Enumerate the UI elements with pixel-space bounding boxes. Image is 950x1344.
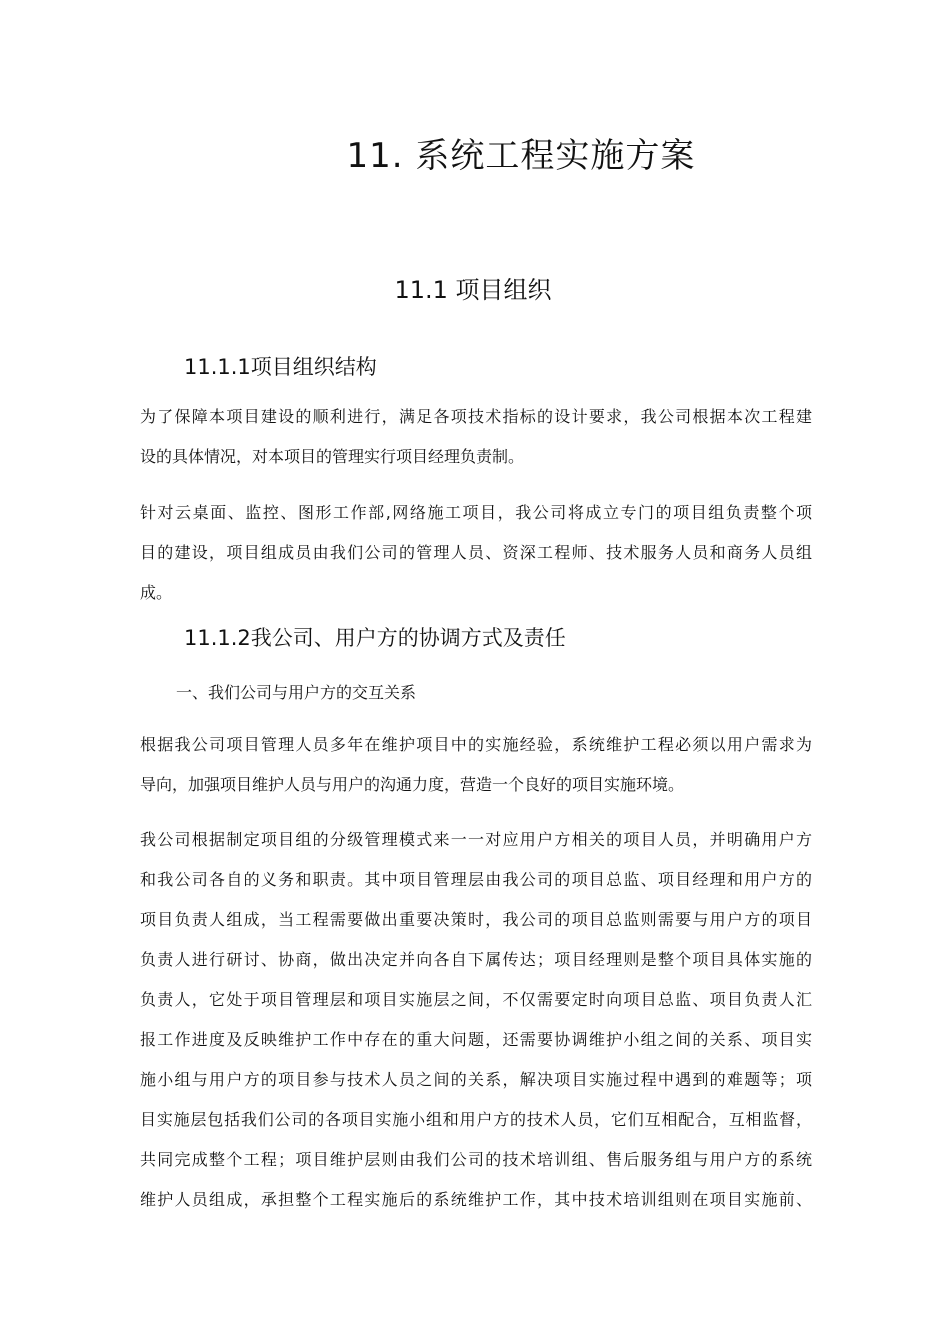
paragraph-line: 为了保障本项目建设的顺利进行，满足各项技术指标的设计要求，我公司根据本次工程建 — [140, 407, 812, 426]
paragraph-experience — [140, 725, 812, 805]
section-heading: 11.1 项目组织 — [394, 276, 552, 304]
paragraph-line: 维护人员组成，承担整个工程实施后的系统维护工作，其中技术培训组则在项目实施前、 — [140, 1190, 812, 1209]
document-title: 11. 系统工程实施方案 — [346, 136, 696, 176]
paragraph-line: 报工作进度及反映维护工作中存在的重大问题，还需要协调维护小组之间的关系、项目实 — [140, 1030, 812, 1049]
paragraph-team — [140, 493, 812, 613]
paragraph-line: 施小组与用户方的项目参与技术人员之间的关系，解决项目实施过程中遇到的难题等；项 — [140, 1070, 812, 1089]
subheading-interaction: 一、我们公司与用户方的交互关系 — [176, 683, 417, 702]
paragraph-line: 根据我公司项目管理人员多年在维护项目中的实施经验，系统维护工程必须以用户需求为 — [140, 735, 812, 754]
paragraph-line: 负责人进行研讨、协商，做出决定并向各自下属传达；项目经理则是整个项目具体实施的 — [140, 950, 812, 969]
paragraph-line: 设的具体情况，对本项目的管理实行项目经理负责制。 — [140, 447, 525, 466]
paragraph-line: 导向，加强项目维护人员与用户的沟通力度，营造一个良好的项目实施环境。 — [140, 775, 685, 794]
paragraph-line: 项目负责人组成，当工程需要做出重要决策时，我公司的项目总监则需要与用户方的项目 — [140, 910, 812, 929]
paragraph-line: 共同完成整个工程；项目维护层则由我们公司的技术培训组、售后服务组与用户方的系统 — [140, 1150, 812, 1169]
paragraph-line: 负责人，它处于项目管理层和项目实施层之间，不仅需要定时向项目总监、项目负责人汇 — [140, 990, 812, 1009]
paragraph-line: 成。 — [140, 583, 173, 602]
paragraph-line: 目实施层包括我们公司的各项目实施小组和用户方的技术人员，它们互相配合，互相监督， — [140, 1110, 812, 1129]
paragraph-line: 我公司根据制定项目组的分级管理模式来一一对应用户方相关的项目人员，并明确用户方 — [140, 830, 812, 849]
paragraph-line: 和我公司各自的义务和职责。其中项目管理层由我公司的项目总监、项目经理和用户方的 — [140, 870, 812, 889]
paragraph-intro — [140, 397, 812, 477]
subsection-heading-structure: 11.1.1项目组织结构 — [184, 355, 377, 379]
paragraph-line: 目的建设，项目组成员由我们公司的管理人员、资深工程师、技术服务人员和商务人员组 — [140, 543, 812, 562]
subsection-heading-coordination: 11.1.2我公司、用户方的协调方式及责任 — [184, 626, 566, 650]
paragraph-management — [140, 820, 812, 1220]
paragraph-line: 针对云桌面、监控、图形工作部,网络施工项目，我公司将成立专门的项目组负责整个项 — [140, 503, 812, 522]
